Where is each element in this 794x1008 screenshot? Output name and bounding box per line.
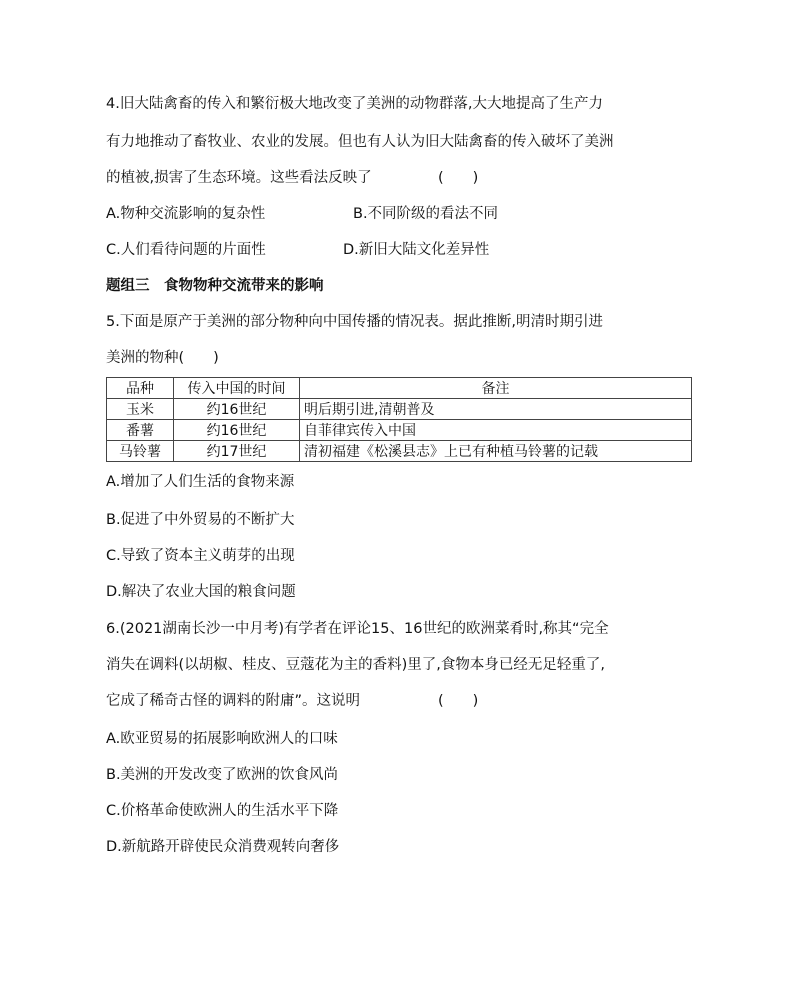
table-cell: 约16世纪 <box>174 399 300 420</box>
q6-answer-paren: ( ) <box>438 693 479 709</box>
q5-stem-line-1: 5.下面是原产于美洲的部分物种向中国传播的情况表。据此推断,明清时期引进 <box>106 314 603 330</box>
q6-stem-line-2: 消失在调料(以胡椒、桂皮、豆蔻花为主的香料)里了,食物本身已经无足轻重了, <box>106 657 606 673</box>
species-table <box>106 377 692 462</box>
table-header-cell: 品种 <box>107 378 174 399</box>
table-cell: 明后期引进,清朝普及 <box>300 399 692 420</box>
table-cell: 玉米 <box>107 399 174 420</box>
q5-option-a: A.增加了人们生活的食物来源 <box>106 474 295 490</box>
q6-option-a: A.欧亚贸易的拓展影响欧洲人的口味 <box>106 731 338 747</box>
q4-stem-line-3: 的植被,损害了生态环境。这些看法反映了 <box>106 170 372 186</box>
table-cell: 马铃薯 <box>107 441 174 462</box>
q6-stem-line-1: 6.(2021湖南长沙一中月考)有学者在评论15、16世纪的欧洲菜肴时,称其“完全 <box>106 621 609 637</box>
q4-option-b: B.不同阶级的看法不同 <box>353 206 499 222</box>
table-cell: 番薯 <box>107 420 174 441</box>
q4-stem-line-1: 4.旧大陆禽畜的传入和繁衍极大地改变了美洲的动物群落,大大地提高了生产力 <box>106 96 603 112</box>
table-header-cell: 备注 <box>300 378 692 399</box>
q5-option-c: C.导致了资本主义萌芽的出现 <box>106 548 295 564</box>
table-cell: 约17世纪 <box>174 441 300 462</box>
q4-option-c: C.人们看待问题的片面性 <box>106 242 266 258</box>
table-cell: 清初福建《松溪县志》上已有种植马铃薯的记载 <box>300 441 692 462</box>
table-row <box>107 441 692 462</box>
table-row <box>107 399 692 420</box>
q5-option-d: D.解决了农业大国的粮食问题 <box>106 584 296 600</box>
q6-option-d: D.新航路开辟使民众消费观转向奢侈 <box>106 839 340 855</box>
group-3-heading: 题组三 食物物种交流带来的影响 <box>106 278 324 294</box>
table-row <box>107 420 692 441</box>
q4-option-d: D.新旧大陆文化差异性 <box>343 242 490 258</box>
q6-stem-line-3: 它成了稀奇古怪的调料的附庸”。这说明 <box>106 693 361 709</box>
q4-answer-paren: ( ) <box>438 170 479 186</box>
q6-option-c: C.价格革命使欧洲人的生活水平下降 <box>106 803 339 819</box>
table-header-row <box>107 378 692 399</box>
q4-stem-line-2: 有力地推动了畜牧业、农业的发展。但也有人认为旧大陆禽畜的传入破坏了美洲 <box>106 134 614 150</box>
q4-option-a: A.物种交流影响的复杂性 <box>106 206 266 222</box>
table-cell: 自菲律宾传入中国 <box>300 420 692 441</box>
table-cell: 约16世纪 <box>174 420 300 441</box>
q5-stem-line-2: 美洲的物种( ) <box>106 350 219 366</box>
table-header-cell: 传入中国的时间 <box>174 378 300 399</box>
q5-option-b: B.促进了中外贸易的不断扩大 <box>106 512 295 528</box>
q6-option-b: B.美洲的开发改变了欧洲的饮食风尚 <box>106 767 339 783</box>
